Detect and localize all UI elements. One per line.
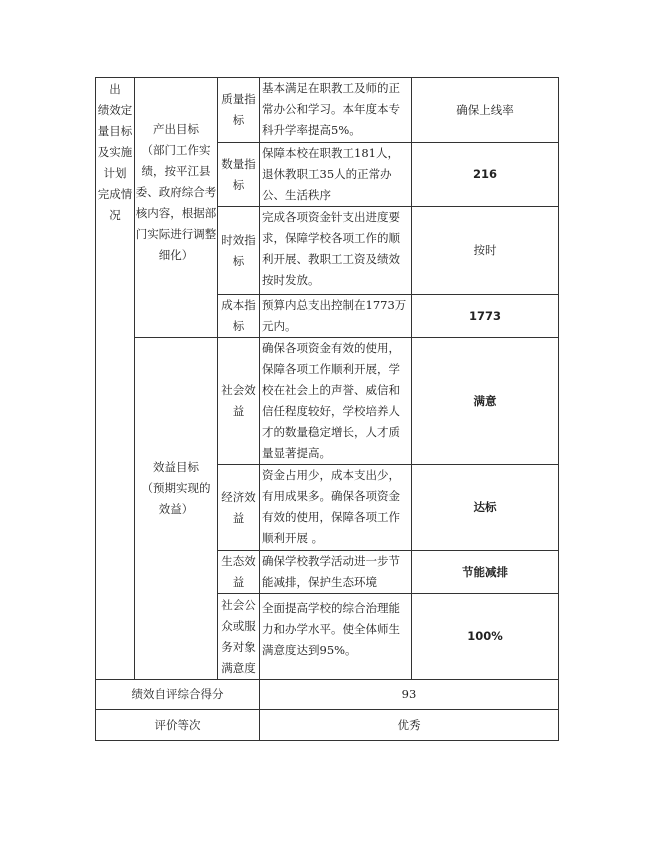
- section-label: 出 绩效定 量目标 及实施 计划 完成情 况: [96, 78, 135, 680]
- indicator-description: 确保学校教学活动进一步节能减排，保护生态环境: [260, 551, 412, 594]
- indicator-value: 按时: [412, 207, 559, 295]
- grade-label: 评价等次: [96, 710, 260, 741]
- indicator-description: 保障本校在职教工181人，退休教职工35人的正常办公、生活秩序: [260, 143, 412, 207]
- indicator-description: 基本满足在职教工及师的正常办公和学习。本年度本专科升学率提高5%。: [260, 78, 412, 143]
- table-row: [96, 710, 559, 741]
- indicator-name: 质量指标: [218, 78, 260, 143]
- output-goal-label: 产出目标 （部门工作实绩，按平江县委、政府综合考核内容，根据部门实际进行调整细化）: [135, 78, 218, 338]
- indicator-name: 时效指标: [218, 207, 260, 295]
- indicator-description: 全面提高学校的综合治理能力和办学水平。使全体师生满意度达到95%。: [260, 594, 412, 680]
- table-row: [96, 78, 559, 143]
- indicator-name: 社会效益: [218, 338, 260, 465]
- indicator-name: 经济效益: [218, 465, 260, 551]
- indicator-value: 满意: [412, 338, 559, 465]
- indicator-name: 社会公众或服务对象满意度: [218, 594, 260, 680]
- grade-value: 优秀: [260, 710, 559, 741]
- indicator-description: 资金占用少，成本支出少，有用成果多。确保各项资金有效的使用，保障各项工作顺利开展 。: [260, 465, 412, 551]
- indicator-value: 216: [412, 143, 559, 207]
- benefit-goal-label: 效益目标 （预期实现的效益）: [135, 338, 218, 680]
- indicator-value: 节能减排: [412, 551, 559, 594]
- indicator-value: 1773: [412, 295, 559, 338]
- indicator-value: 100%: [412, 594, 559, 680]
- indicator-value: 达标: [412, 465, 559, 551]
- table-row: [96, 680, 559, 710]
- table-row: [96, 338, 559, 465]
- performance-table: [95, 77, 559, 741]
- indicator-name: 成本指标: [218, 295, 260, 338]
- indicator-name: 生态效益: [218, 551, 260, 594]
- indicator-name: 数量指标: [218, 143, 260, 207]
- indicator-value: 确保上线率: [412, 78, 559, 143]
- indicator-description: 完成各项资金针支出进度要求，保障学校各项工作的顺利开展、教职工工资及绩效按时发放。: [260, 207, 412, 295]
- score-value: 93: [260, 680, 559, 710]
- indicator-description: 确保各项资金有效的使用，保障各项工作顺利开展，学校在社会上的声誉、威信和信任程度较好，学校培养人才的数量稳定增长，人才质量显著提高。: [260, 338, 412, 465]
- indicator-description: 预算内总支出控制在1773万元内。: [260, 295, 412, 338]
- score-label: 绩效自评综合得分: [96, 680, 260, 710]
